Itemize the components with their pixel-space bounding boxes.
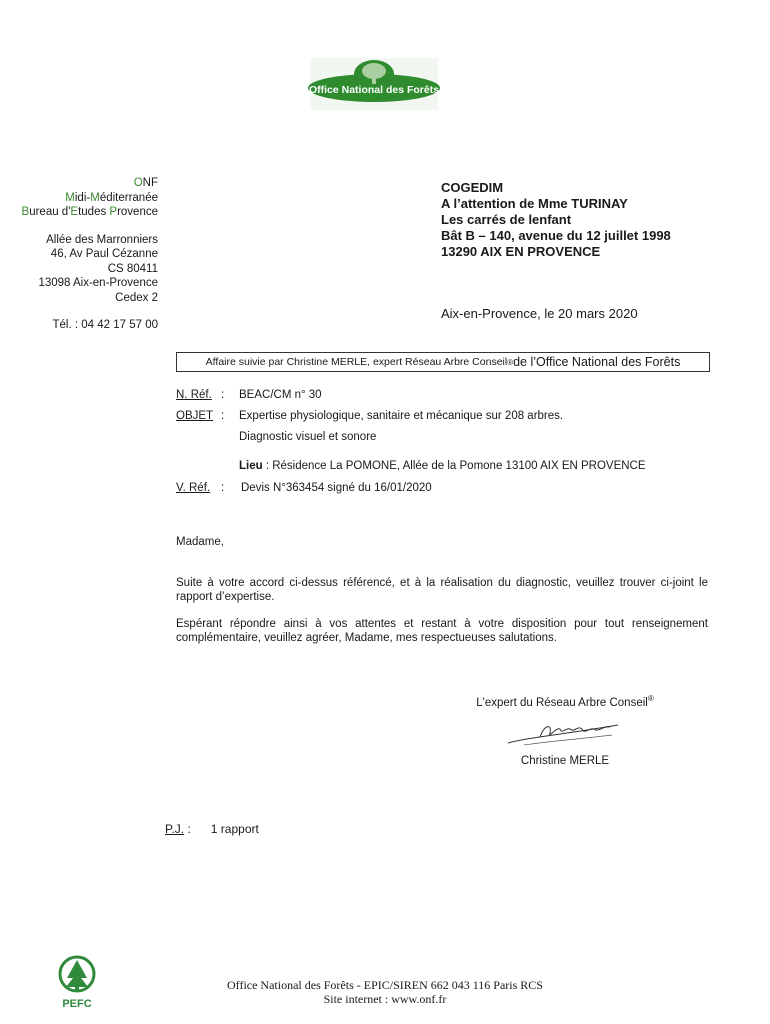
salutation: Madame,	[176, 536, 224, 548]
lieu-label: Lieu	[239, 460, 263, 472]
sender-block	[22, 176, 158, 333]
signature-name: Christine MERLE	[520, 754, 610, 767]
banner-prefix: Affaire suivie par Christine MERLE, expert Réseau Arbre Conseil	[205, 356, 508, 368]
objet-value-2: Diagnostic visuel et sonore	[239, 431, 377, 443]
banner-suffix: de l’Office National des Forêts	[513, 355, 681, 369]
sender-address-line: Allée des Marronniers	[46, 233, 158, 246]
sender-org: ONF	[133, 177, 158, 189]
objet-label: OBJET	[176, 410, 214, 422]
pj-value: 1 rapport	[210, 822, 259, 836]
objet-colon: :	[221, 410, 225, 422]
letter-body	[176, 535, 708, 646]
sender-address-line: CS 80411	[107, 262, 158, 275]
footer	[0, 978, 770, 1006]
vref-value: Devis N°363454 signé du 16/01/2020	[241, 482, 432, 494]
sender-address-line: 13098 Aix-en-Provence	[38, 277, 158, 289]
lieu-line	[239, 460, 646, 472]
recipient-line: COGEDIM	[441, 180, 504, 195]
sender-bureau: Bureau d'Etudes Provence	[21, 206, 158, 218]
signature-block	[440, 694, 690, 767]
logo-text: Office National des Forêts	[308, 84, 440, 96]
lieu-value: : Résidence La POMONE, Allée de la Pomone 13100 AIX EN PROVENCE	[262, 460, 646, 472]
vref-colon: :	[221, 482, 225, 494]
sender-address-line: Cedex 2	[115, 291, 158, 304]
pj-colon: :	[184, 822, 191, 836]
recipient-block	[441, 180, 671, 260]
banner-reg: ®	[507, 357, 514, 367]
case-banner	[176, 352, 710, 372]
paragraph-1: Suite à votre accord ci-dessus référencé, et à la réalisation du diagnostic, veuillez trouver ci-joint le rapport d’expertise.	[176, 576, 708, 603]
vref-label: V. Réf.	[176, 482, 211, 494]
onf-logo	[306, 58, 442, 110]
attachment-line	[165, 822, 259, 836]
recipient-line: Bât B – 140, avenue du 12 juillet 1998	[441, 228, 671, 243]
letter-date: Aix-en-Provence, le 20 mars 2020	[441, 306, 638, 321]
handwritten-signature	[500, 715, 630, 749]
objet-value-1: Expertise physiologique, sanitaire et mécanique sur 208 arbres.	[239, 410, 564, 422]
pj-label: P.J.	[165, 822, 185, 836]
recipient-line: A l’attention de Mme TURINAY	[441, 196, 628, 211]
sender-phone: Tél. : 04 42 17 57 00	[52, 319, 158, 331]
nref-colon: :	[221, 389, 225, 401]
footer-line-1: Office National des Forêts - EPIC/SIREN 662 043 116 Paris RCS	[227, 978, 543, 992]
footer-line-2: Site internet : www.onf.fr	[323, 992, 447, 1006]
nref-value: BEAC/CM n° 30	[239, 389, 322, 401]
pefc-text: PEFC	[62, 998, 92, 1010]
sender-address-line: 46, Av Paul Cézanne	[50, 248, 158, 260]
recipient-line: 13290 AIX EN PROVENCE	[441, 244, 601, 259]
nref-label: N. Réf.	[176, 389, 212, 401]
paragraph-2: Espérant répondre ainsi à vos attentes et restant à votre disposition pour tout renseignement complémentaire, veuillez agréer, Madame, mes respectueuses salutations.	[176, 617, 708, 644]
signature-title: L'expert du Réseau Arbre Conseil®	[476, 694, 654, 709]
sender-region: Midi-Méditerranée	[65, 191, 158, 204]
recipient-line: Les carrés de lenfant	[441, 212, 572, 227]
